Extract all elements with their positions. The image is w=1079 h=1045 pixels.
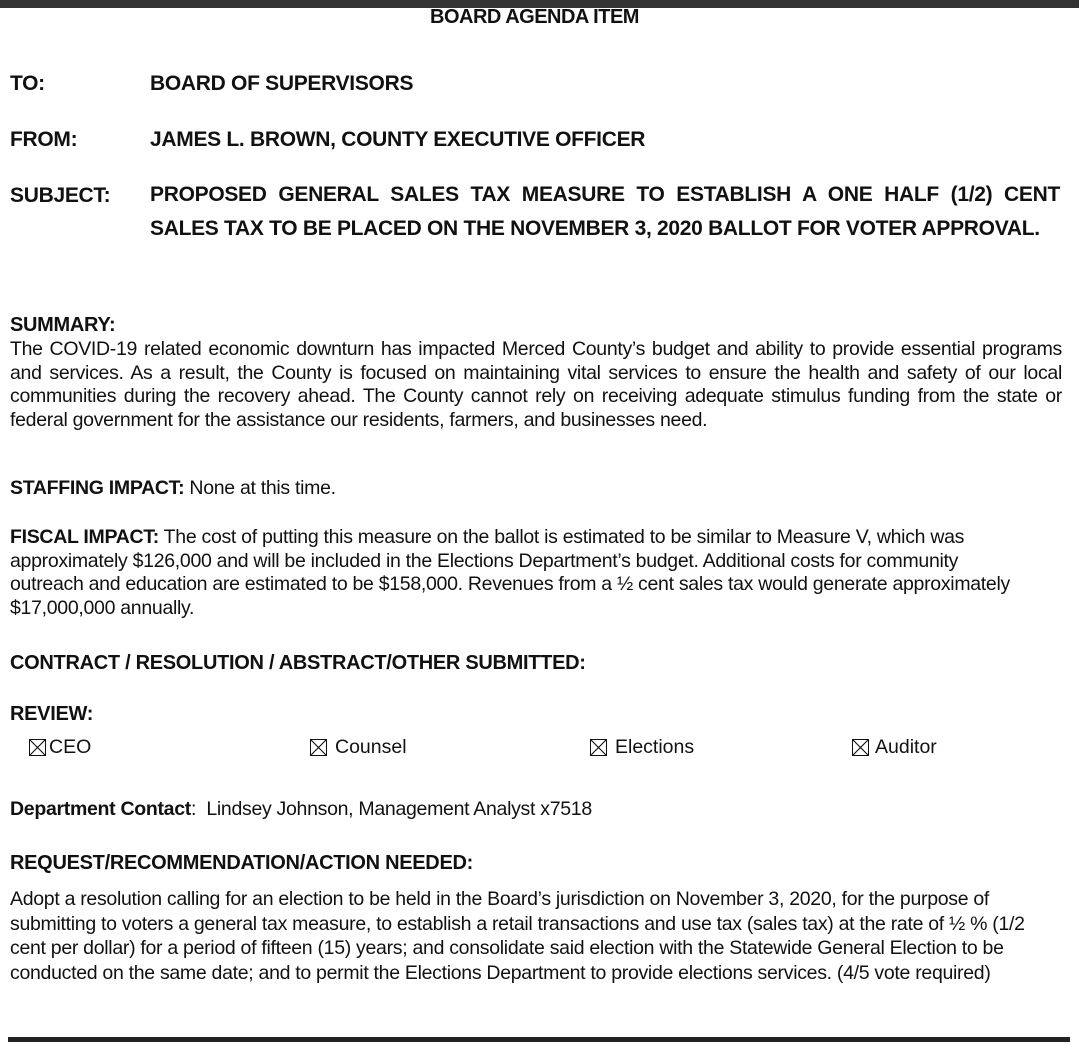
review-item-ceo[interactable] [29, 736, 91, 759]
department-contact [10, 798, 1062, 822]
from-value: JAMES L. BROWN, COUNTY EXECUTIVE OFFICER [150, 128, 646, 151]
staffing-impact [10, 477, 1062, 501]
fiscal-heading: FISCAL IMPACT: [10, 526, 159, 548]
review-heading: REVIEW: [10, 703, 94, 725]
to-label: TO: [10, 72, 45, 95]
checkbox-checked-icon[interactable] [29, 739, 46, 756]
contact-colon: : [190, 798, 207, 820]
staffing-text: None at this time. [189, 477, 336, 499]
contract-heading: CONTRACT / RESOLUTION / ABSTRACT/OTHER SUBMITTED: [10, 652, 586, 674]
subject-value: PROPOSED GENERAL SALES TAX MEASURE TO ESTABLISH A ONE HALF (1/2) CENT SALES TAX TO BE PLACED ON THE NOVEMBER 3, 2020 BALLOT FOR VOTER APPROVAL. [150, 183, 1060, 240]
review-label: Auditor [875, 736, 937, 758]
review-label: Counsel [335, 736, 407, 758]
review-item-counsel[interactable] [310, 736, 407, 759]
contact-value: Lindsey Johnson, Management Analyst x7518 [206, 798, 592, 820]
review-label: CEO [49, 736, 92, 758]
review-item-elections[interactable] [590, 736, 694, 759]
fiscal-text: The cost of putting this measure on the ballot is estimated to be similar to Measure V, which was approximately $126,000 and will be included in the Elections Department’s budget. Additional costs for community outreach and education are estimated to be $158,000. Revenues from a ½ cent sales tax would generate approximately $17,000,000 annually. [10, 526, 1010, 619]
summary-heading: SUMMARY: [10, 314, 116, 336]
request-text: Adopt a resolution calling for an election to be held in the Board’s jurisdiction on November 3, 2020, for the purpose of submitting to voters a general tax measure, to establish a retail transactions and use tax (sales tax) at the rate of ½ % (1/2 cent per dollar) for a period of fifteen (15) years; and consolidate said election with the Statewide General Election to be conducted on the same date; and to permit the Elections Department to provide elections services. (4/5 vote required) [10, 888, 1025, 984]
fiscal-impact [10, 526, 1030, 620]
bottom-divider [8, 1037, 1070, 1042]
subject-label: SUBJECT: [10, 184, 111, 207]
review-item-auditor[interactable] [852, 736, 937, 759]
checkbox-checked-icon[interactable] [310, 739, 327, 756]
contact-label: Department Contact [10, 798, 191, 820]
review-label: Elections [615, 736, 695, 758]
staffing-heading: STAFFING IMPACT: [10, 477, 185, 499]
to-value: BOARD OF SUPERVISORS [150, 72, 414, 95]
document-title: BOARD AGENDA ITEM [430, 6, 639, 28]
request-heading: REQUEST/RECOMMENDATION/ACTION NEEDED: [10, 852, 473, 874]
summary-text: The COVID-19 related economic downturn has impacted Merced County’s budget and ability to provide essential programs and services. As a result, the County is focused on maintaining vital services to ensure the health and safety of our local communities during the recovery ahead. The County cannot rely on receiving adequate stimulus funding from the state or federal government for the assistance our residents, farmers, and businesses need. [10, 338, 1062, 431]
checkbox-checked-icon[interactable] [590, 739, 607, 756]
checkbox-checked-icon[interactable] [852, 739, 869, 756]
from-label: FROM: [10, 128, 78, 151]
